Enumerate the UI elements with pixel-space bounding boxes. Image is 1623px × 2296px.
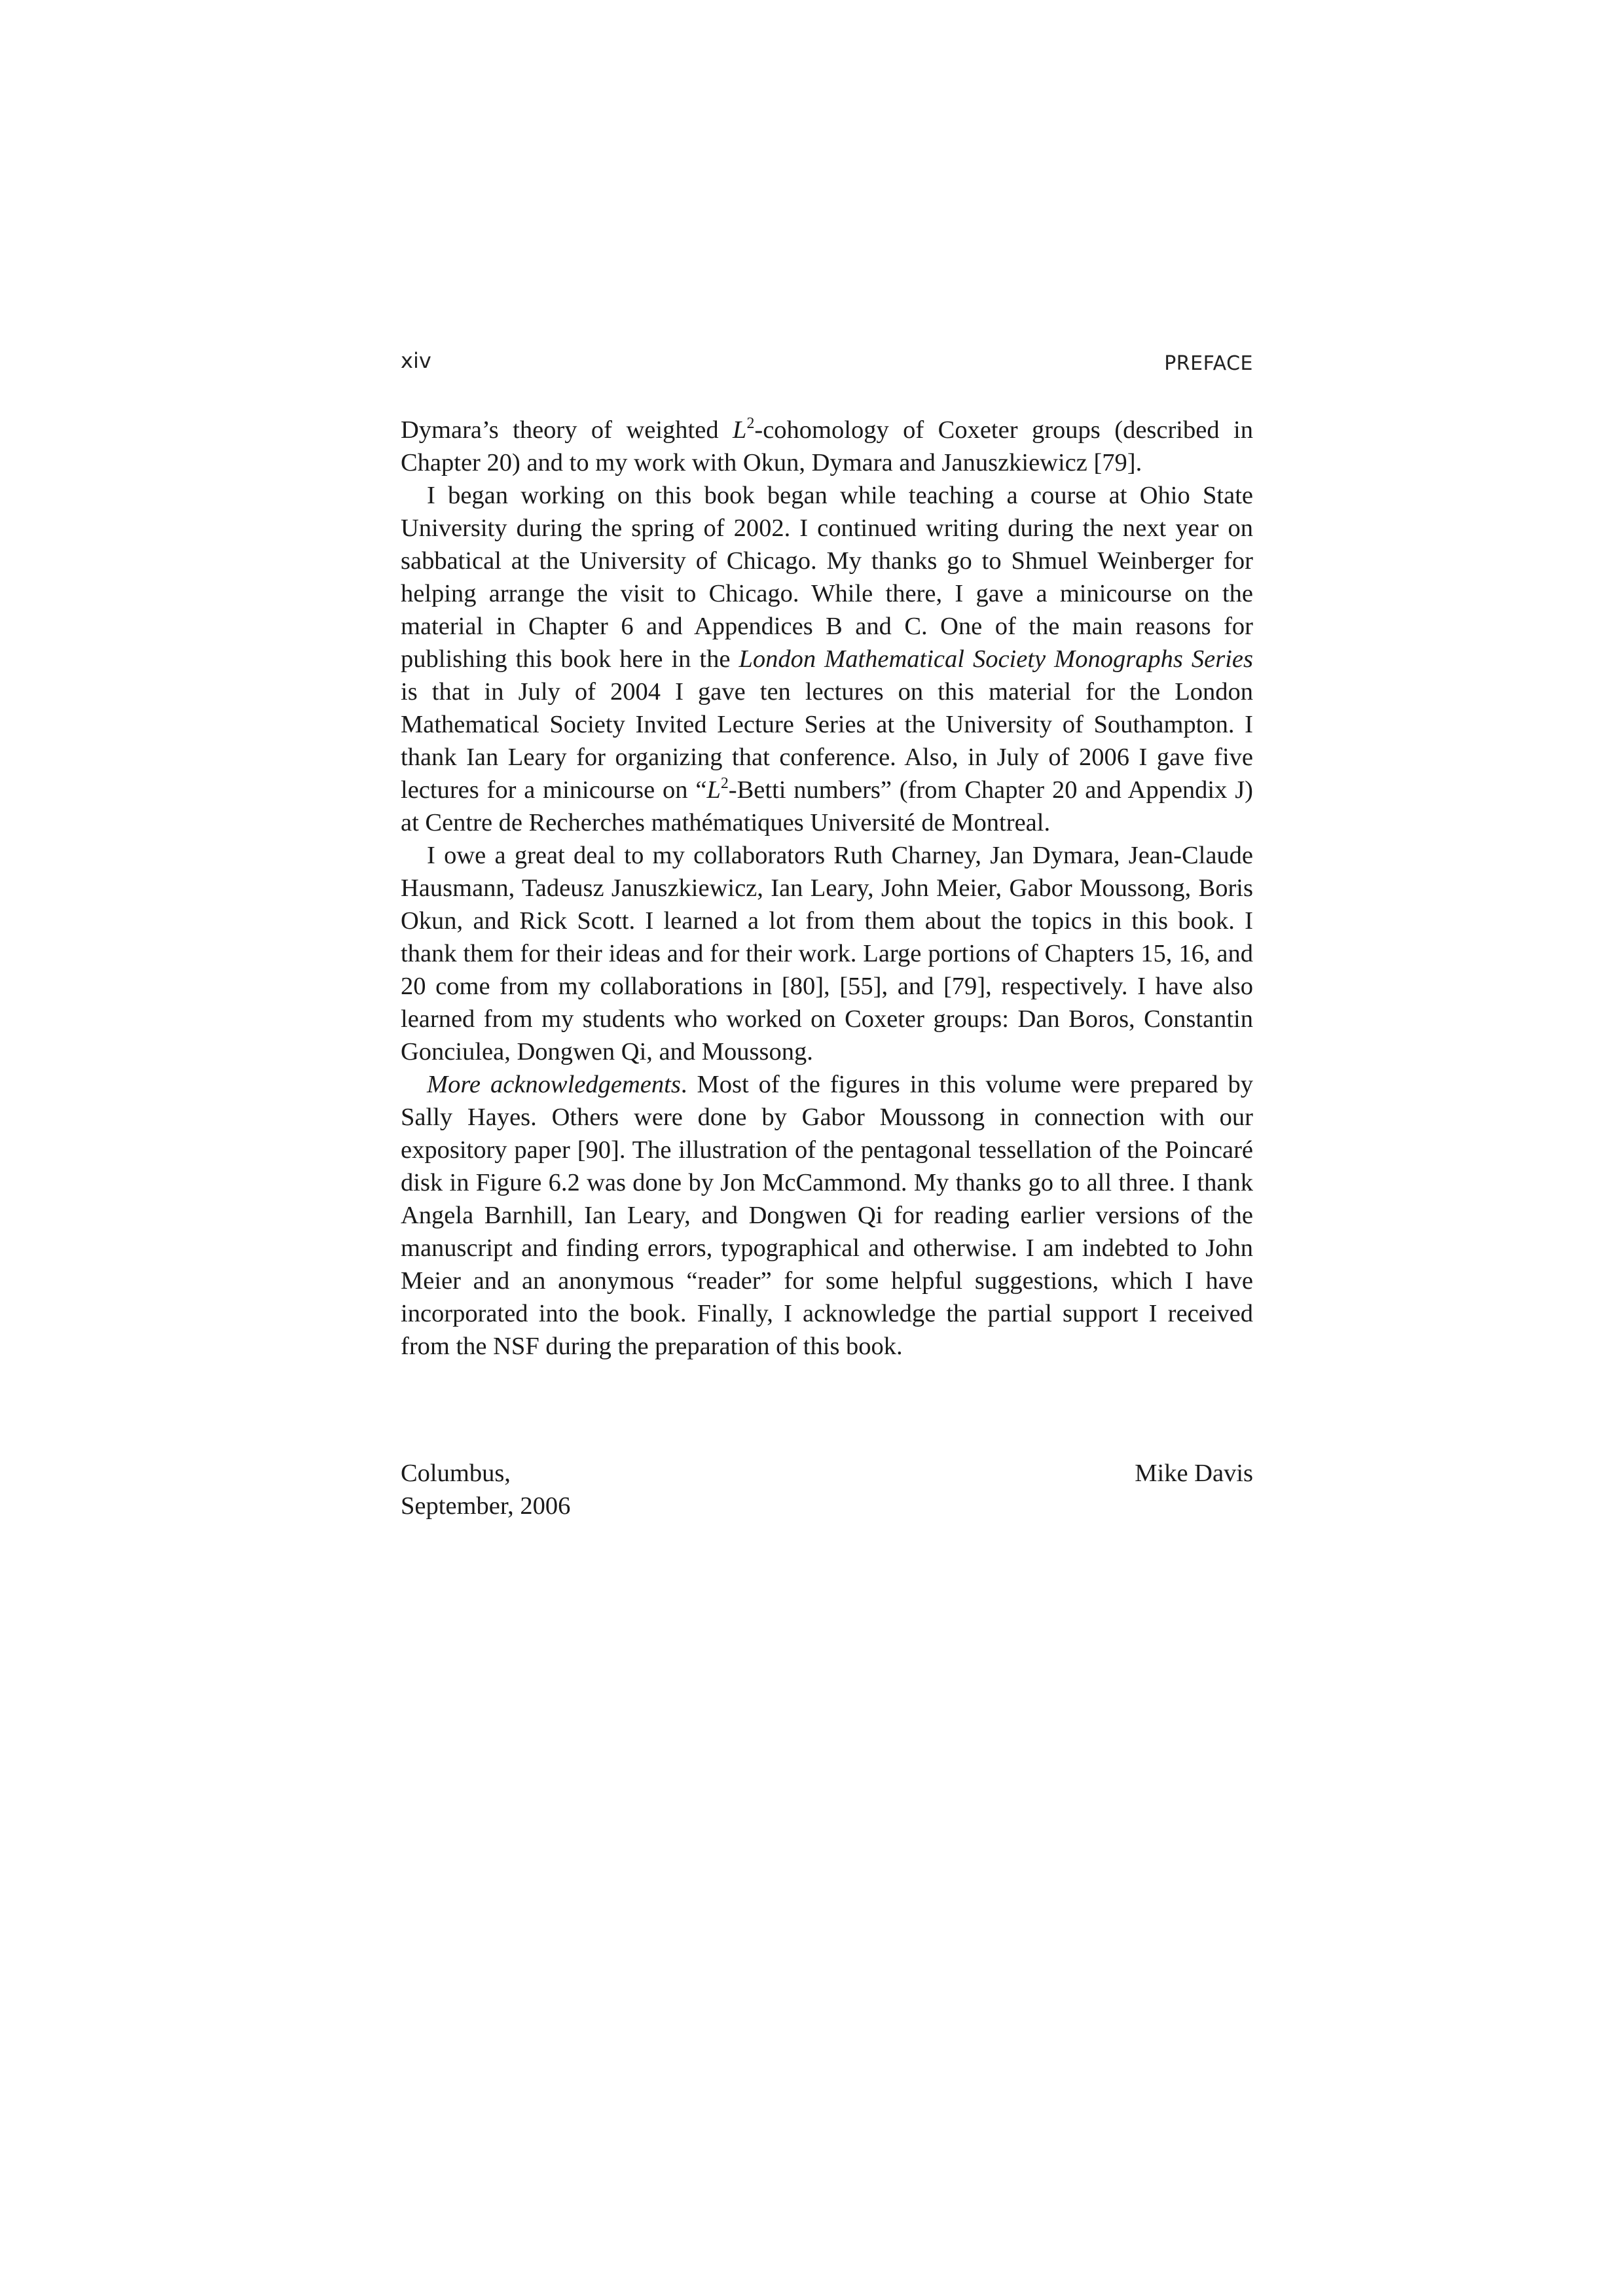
paragraph-3: I owe a great deal to my collaborators Ruth Charney, Jan Dymara, Jean-Claude Hausmann, Tadeusz Januszkiewicz, Ian Leary, John Meier, Gabor Moussong, Boris Okun, and Rick Scott. I learned a lot from them about the topics in this book. I thank them for their ideas and for their work. Large portions of Chapters 15, 16, and 20 come from my collaborations in [80], [55], and [79], respectively. I have also learned from my students who worked on Coxeter groups: Dan Boros, Constantin Gonciulea, Dongwen Qi, and Moussong. xyxy=(401,842,1253,1066)
text-span: . Most of the figures in this volume were prepared by Sally Hayes. Others were done by Gabor Moussong in connection with our expository paper [90]. The illustration of the pentagonal tessellation of the Poincaré disk in Figure 6.2 was done by Jon McCammond. My thanks go to all three. I thank Angela Barnhill, Ian Leary, and Dongwen Qi for reading earlier versions of the manuscript and finding errors, typographical and otherwise. I am indebted to John Meier and an anonymous “reader” for some helpful suggestions, which I have incorporated into the book. Finally, I acknowledge the partial support I received from the NSF during the preparation of this book. xyxy=(401,1071,1254,1360)
paragraph-4 xyxy=(401,1068,1253,1363)
text-span: -Betti numbers” (from Chapter 20 and Appendix J) at Centre de Recherches mathématiques Université de Montreal. xyxy=(401,776,1253,836)
place-date xyxy=(401,1457,570,1522)
text-span: Dymara’s theory of weighted xyxy=(401,416,733,444)
math-superscript: 2 xyxy=(746,414,755,432)
math-superscript: 2 xyxy=(720,774,729,792)
preface-body xyxy=(401,414,1253,1363)
page-header xyxy=(401,348,1253,387)
running-head: PREFACE xyxy=(1164,352,1253,375)
signoff-place: Columbus, xyxy=(401,1460,511,1487)
paragraph-1 xyxy=(401,414,1253,479)
math-symbol: L xyxy=(706,776,721,804)
text-span: I began working on this book began while teaching a course at Ohio State University during the spring of 2002. I continued writing during the next year on sabbatical at the University of Chicago. My thanks go to Shmuel Weinberger for helping arrange the visit to Chicago. While there, I gave a minicourse on the material in Chapter 6 and Appendices B and C. One of the main reasons for publishing this book here in the xyxy=(401,482,1253,673)
text-span: -cohomology of Coxeter groups (described in Chapter 20) and to my work with Okun, Dymara and Januszkiewicz [79]. xyxy=(401,416,1253,476)
page-number: xiv xyxy=(401,348,431,373)
paragraph-2 xyxy=(401,479,1253,839)
text-span: is that in July of 2004 I gave ten lectures on this material for the London Mathematical Society Invited Lecture Series at the University of Southampton. I thank Ian Leary for organizing that conference. Also, in July of 2006 I gave five lectures for a minicourse on “ xyxy=(401,678,1253,804)
math-symbol: L xyxy=(733,416,747,444)
section-run-in-heading: More acknowledgements xyxy=(427,1071,681,1098)
signoff-author: Mike Davis xyxy=(1135,1460,1253,1487)
series-title: London Mathematical Society Monographs Series xyxy=(739,645,1253,673)
signoff-date: September, 2006 xyxy=(401,1492,571,1520)
